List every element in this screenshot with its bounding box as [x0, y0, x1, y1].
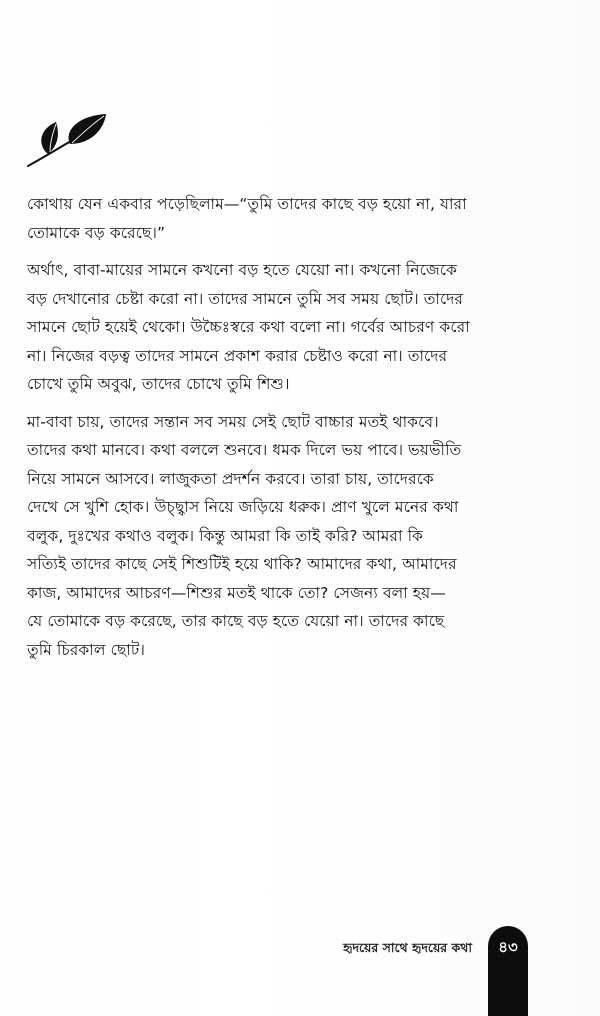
paragraph-3: [27, 408, 575, 665]
paragraph-1: [27, 190, 575, 247]
text-line: না। নিজের বড়ত্ব তাদের সামনে প্রকাশ করার চেষ্টাও করো না। তাদের: [27, 346, 448, 365]
page-number-tab: [488, 926, 528, 1016]
text-line: মা-বাবা চায়, তাদের সন্তান সব সময় সেই ছোট বাচ্চার মতই থাকবে।: [27, 412, 439, 431]
running-title: হৃদয়ের সাথে হৃদয়ের কথা: [343, 940, 472, 955]
text-line: দেখে সে খুশি হোক। উচ্ছ্বাস নিয়ে জড়িয়ে ধরুক। প্রাণ খুলে মনের কথা: [27, 498, 459, 516]
text-line: তুমি চিরকাল ছোট।: [27, 640, 146, 659]
text-line: বলুক, দুঃখের কথাও বলুক। কিন্তু আমরা কি তাই করি? আমরা কি: [27, 526, 423, 545]
text-line: নিয়ে সামনে আসবে। লাজুকতা প্রদর্শন করবে। তারা চায়, তাদেরকে: [27, 469, 434, 488]
paragraph-2: [27, 256, 575, 399]
text-line: বড় দেখানোর চেষ্টা করো না। তাদের সামনে তুমি সব সময় ছোট। তাদের: [27, 289, 464, 308]
page-footer: [0, 926, 600, 1016]
text-line: সামনে ছোট হয়েই থেকো। উচ্চৈঃস্বরে কথা বলো না। গর্বের আচরণ করো: [27, 318, 470, 336]
page-number: ৪৩: [498, 938, 518, 956]
text-line: যে তোমাকে বড় করেছে, তার কাছে বড় হতে যেয়ো না। তাদের কাছে: [27, 612, 445, 630]
text-line: চোখে তুমি অবুঝ, তাদের চোখে তুমি শিশু।: [27, 375, 290, 393]
body-text: [27, 190, 575, 673]
text-line: তোমাকে বড় করেছে।”: [27, 223, 166, 242]
text-line: কোথায় যেন একবার পড়েছিলাম—“তুমি তাদের কাছে বড় হয়ো না, যারা: [27, 195, 467, 213]
leaf-branch-icon: [26, 112, 112, 168]
text-line: সত্যিই তাদের কাছে সেই শিশুটিই হয়ে থাকি? আমাদের কথা, আমাদের: [27, 555, 457, 573]
text-line: কাজ, আমাদের আচরণ—শিশুর মতই থাকে তো? সেজন্য বলা হয়—: [27, 583, 446, 602]
text-line: তাদের কথা মানবে। কথা বললে শুনবে। ধমক দিলে ভয় পাবে। ভয়ভীতি: [27, 441, 462, 459]
text-line: অর্থাৎ, বাবা-মায়ের সামনে কখনো বড় হতে যেয়ো না। কখনো নিজেকে: [27, 261, 457, 279]
